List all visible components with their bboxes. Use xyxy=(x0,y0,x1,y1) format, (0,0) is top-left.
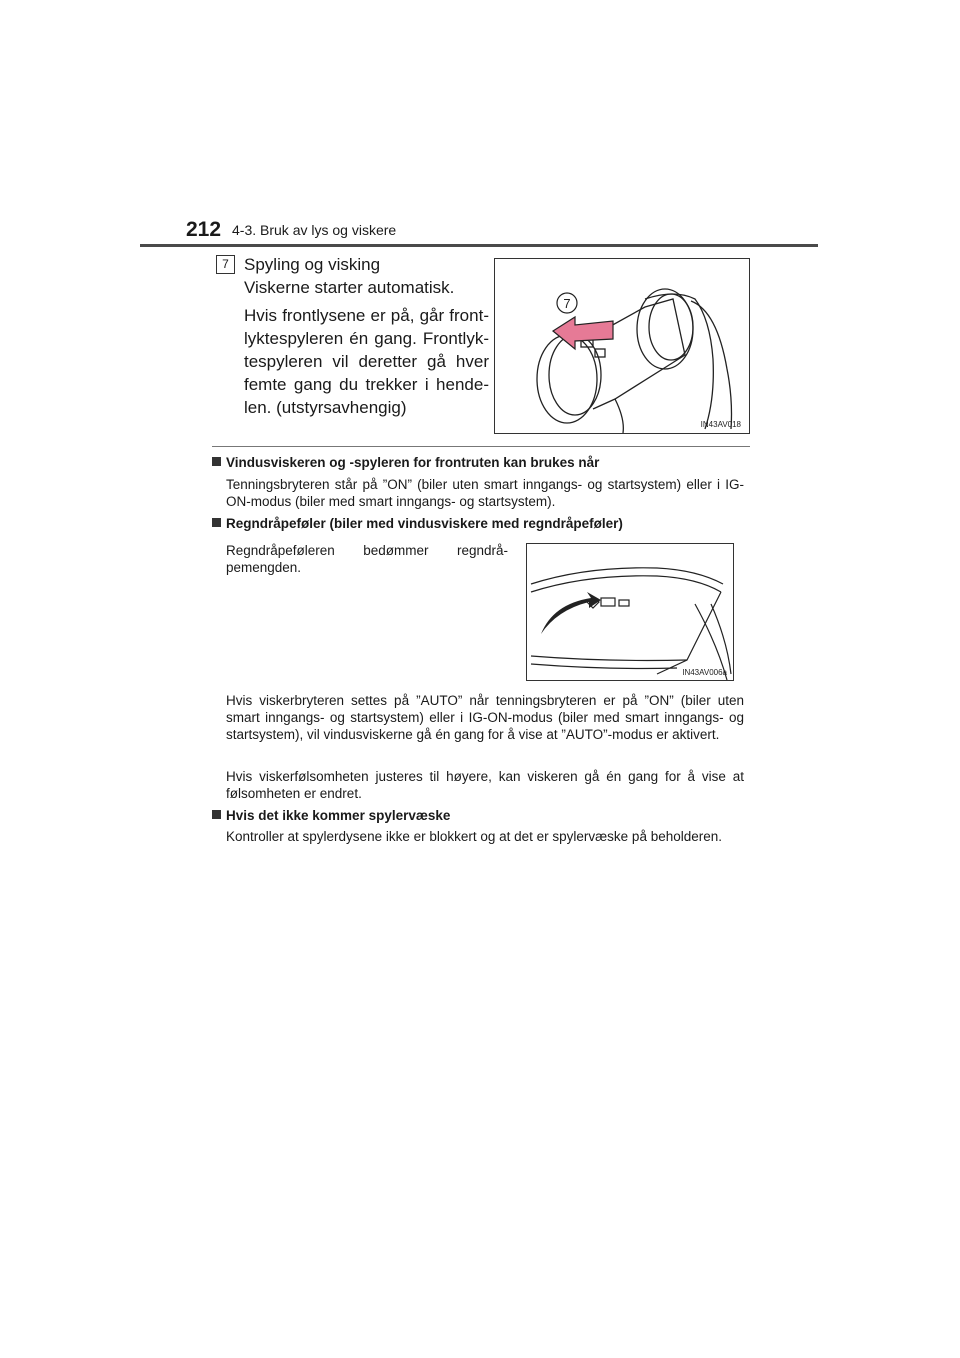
section-heading-text: Hvis det ikke kommer spylervæske xyxy=(226,808,451,823)
bullet-square-icon xyxy=(212,457,221,466)
figure-code: IN43AV006a xyxy=(682,668,727,677)
section-text: Hvis viskerbryteren settes på ”AUTO” når tenningsbryteren er på ”ON” (biler uten smart inngangs- og startsystem) eller i IG-ON-modus (biler med smart inngangs- og startsystem), vil vindusviskerne gå én gang for å vise at ”AUTO”-modus er aktivert. xyxy=(226,693,744,742)
section-text: Kontroller at spylerdysene ikke er blokkert og at det er spylervæske på beholderen. xyxy=(226,829,723,844)
bullet-square-icon xyxy=(212,518,221,527)
wiper-lever-figure xyxy=(494,258,750,434)
step-detail: Hvis frontlysene er på, går frontlyktespyleren én gang. Frontlyktespyleren vil deretter gå hver femte gang du trekker i hendelen. (utstyrsavhengig) xyxy=(244,306,489,417)
section-text: Hvis viskerfølsomheten justeres til høyere, kan viskeren gå én gang for å vise at følsomheten er endret. xyxy=(226,769,744,801)
bullet-square-icon xyxy=(212,810,221,819)
section-heading xyxy=(212,808,450,823)
section-heading xyxy=(212,455,599,470)
section-divider xyxy=(212,446,750,447)
figure-code: IN43AV018 xyxy=(700,420,741,429)
rain-sensor-figure xyxy=(526,543,734,681)
section-title: 4-3. Bruk av lys og viskere xyxy=(232,222,397,238)
section-text: Tenningsbryteren står på ”ON” (biler uten smart inngangs- og startsystem) eller i IG-ON-modus (biler med smart inngangs- og startsystem). xyxy=(226,477,744,509)
page-number: 212 xyxy=(186,218,222,241)
step-title: Spyling og visking xyxy=(244,255,381,274)
step-number-badge: 7 xyxy=(216,255,235,274)
section-text: Regndråpeføleren bedømmer regndråpemengden. xyxy=(226,543,508,575)
step-description: Viskerne starter automatisk. xyxy=(244,278,455,297)
section-heading xyxy=(212,516,623,531)
wiper-lever-illustration xyxy=(495,259,749,433)
figure-callout-number: 7 xyxy=(563,296,571,311)
header-rule xyxy=(140,244,818,247)
section-heading-text: Regndråpeføler (biler med vindusviskere med regndråpeføler) xyxy=(226,516,623,531)
rain-sensor-illustration xyxy=(527,544,733,680)
section-heading-text: Vindusviskeren og -spyleren for frontruten kan brukes når xyxy=(226,455,600,470)
